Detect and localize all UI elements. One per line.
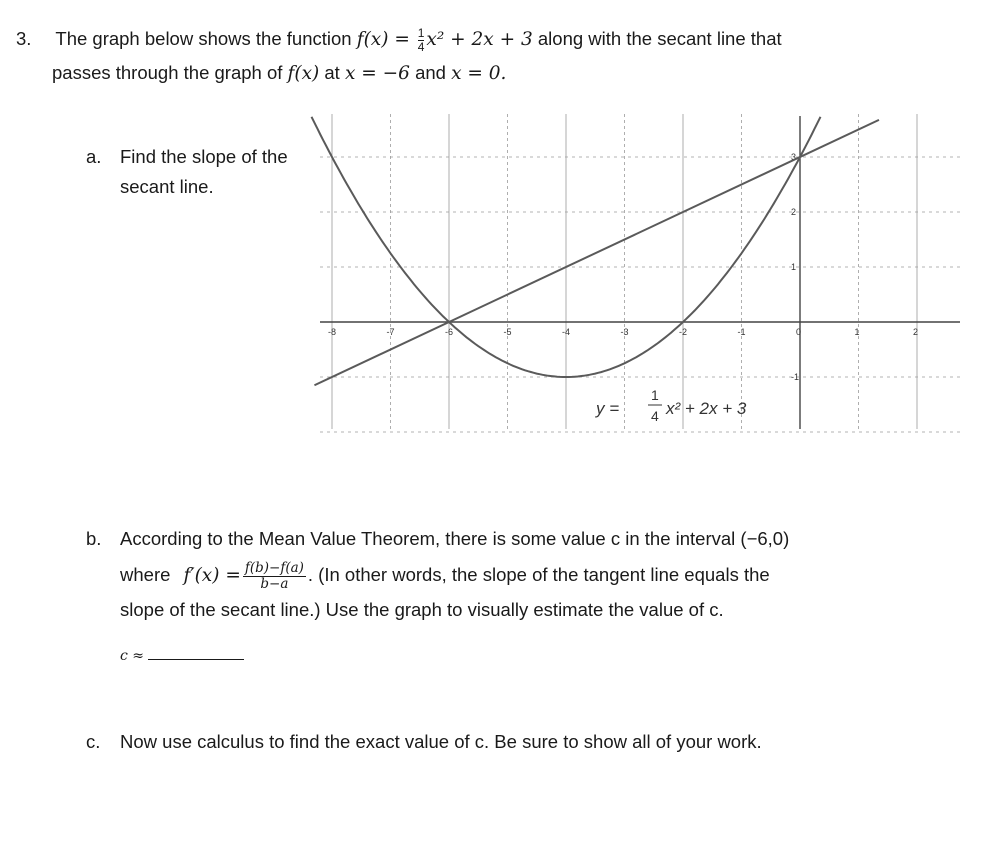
x-tick-label: -6 bbox=[445, 327, 454, 337]
part-a-label: a. bbox=[86, 146, 102, 167]
part-b-label: b. bbox=[86, 528, 102, 549]
intro-text-2: along with the secant line that bbox=[537, 28, 782, 49]
part-b-line3: slope of the secant line.) Use the graph to visually estimate the value of c. bbox=[120, 599, 724, 620]
y-tick-label: 3 bbox=[791, 152, 797, 162]
answer-line bbox=[120, 640, 244, 671]
x-tick-label: -5 bbox=[503, 327, 512, 337]
y-tick-label: 1 bbox=[791, 262, 797, 272]
x-tick-label: -4 bbox=[562, 327, 571, 337]
y-tick-label: -1 bbox=[791, 372, 800, 382]
answer-blank[interactable] bbox=[148, 641, 244, 660]
fprime-label: f′(x) = bbox=[183, 565, 241, 586]
x-tick-label: 0 bbox=[796, 327, 802, 337]
x-tick-label: -8 bbox=[328, 327, 337, 337]
graph-grid bbox=[320, 114, 960, 432]
part-a-line1: Find the slope of the bbox=[120, 146, 288, 167]
x-tick-label: 1 bbox=[854, 327, 860, 337]
equation-label bbox=[595, 387, 747, 424]
problem-number: 3. bbox=[16, 28, 32, 49]
x-tick-label: -3 bbox=[620, 327, 629, 337]
x-tick-label: -2 bbox=[679, 327, 688, 337]
problem-statement-line1 bbox=[16, 24, 782, 55]
y-tick-label: 2 bbox=[791, 207, 797, 217]
part-c-label: c. bbox=[86, 731, 101, 752]
function-rest: x² + 2x + 3 bbox=[426, 29, 533, 50]
function-coef-fraction: $\frac{1}{4}$ bbox=[417, 25, 425, 54]
intro-text: The graph below shows the function bbox=[55, 28, 352, 49]
part-b-line2: where f′(x) = $\frac{f(b)-f(a)}{b-a}$ . (In other words, the slope of the tangent line equals the bbox=[120, 559, 770, 592]
function-graph bbox=[300, 108, 960, 433]
equation-rest: x² + 2x + 3 bbox=[666, 399, 747, 418]
problem-statement-line2: passes through the graph of f(x) at x = −6 and x = 0. bbox=[52, 62, 507, 84]
function-label: f(x) = bbox=[356, 29, 416, 50]
equation-lhs: y = bbox=[596, 399, 620, 418]
x-tick-label: -7 bbox=[386, 327, 395, 337]
part-b-line1: According to the Mean Value Theorem, there is some value c in the interval (−6,0) bbox=[120, 528, 790, 549]
part-a-line2: secant line. bbox=[120, 176, 214, 197]
equation-coef-num: 1 bbox=[651, 387, 659, 403]
answer-label: c ≈ bbox=[120, 648, 145, 664]
equation-coef-den: 4 bbox=[651, 408, 659, 424]
secant-line bbox=[314, 120, 879, 385]
part-c-text: Now use calculus to find the exact value of c. Be sure to show all of your work. bbox=[120, 731, 762, 752]
mvt-fraction: $\frac{f(b)-f(a)}{b-a}$ bbox=[244, 559, 304, 592]
x-tick-label: -1 bbox=[737, 327, 746, 337]
x-tick-label: 2 bbox=[913, 327, 919, 337]
graph-axes bbox=[320, 116, 960, 429]
